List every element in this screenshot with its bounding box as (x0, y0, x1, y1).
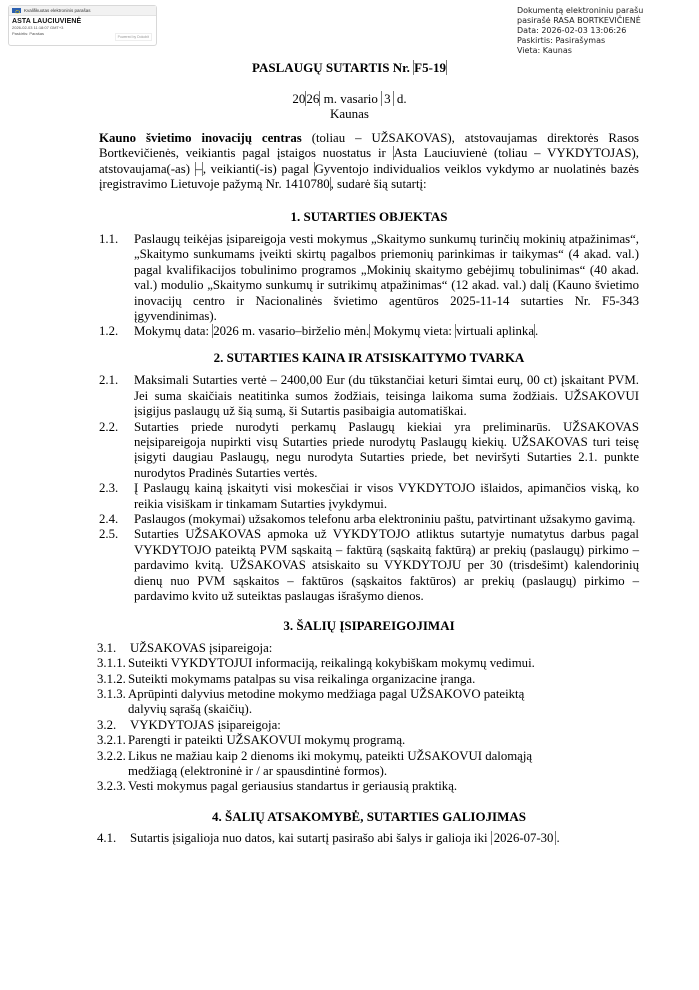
clause-end: . (535, 324, 539, 339)
clause-4-1 (99, 831, 639, 846)
section-3-heading: 3. ŠALIŲ ĮSIPAREIGOJIMAI (283, 618, 455, 634)
clause-text: Į Paslaugų kainą įskaityti visi mokesčiai ir visos VYKDYTOJO išlaidos, apimančios viską, ko reikia visiškam ir tinkamam Sutarties įvykdymui. (134, 481, 639, 511)
clause-3-1-2 (99, 672, 639, 687)
clause-text: Aprūpinti dalyvius metodine mokymo medžiaga pagal UŽSAKOVO pateiktą dalyvių sąrašą (skaičių). (128, 687, 525, 717)
clause-number: 3.2.2. (97, 748, 126, 763)
clause-label: Mokymų data: (134, 324, 213, 339)
clause-3-2-2 (99, 749, 639, 780)
signer-name: ASTA LAUCIUVIENĖ (12, 18, 82, 25)
signature-type-label: Kvalifikuotas elektroninis parašas (24, 8, 91, 13)
clause-2-2 (99, 420, 639, 482)
powered-by-link[interactable]: Powered by Dokobit (115, 33, 152, 41)
valid-until-field[interactable]: 2026-07-30 (491, 831, 557, 845)
clause-text: Suteikti VYKDYTOJUI informaciją, reikalingą kokybiškam mokymų vedimui. (128, 656, 535, 671)
clause-number: 2.3. (99, 481, 119, 496)
signature-timestamp: 2026-02-03 11:18:07 GMT+3 (12, 25, 64, 30)
intro-text: , veikianti(-is) pagal (202, 161, 314, 176)
clause-number: 3.1.2. (97, 671, 126, 686)
representative-field[interactable]: – (195, 161, 202, 176)
clause-text: Sutarties UŽSAKOVAS apmoka už VYKDYTOJO atliktus sutartyje numatytus darbus pagal VYKDYTOJO pateiktą PVM sąskaitą – faktūrą (sąskaitą faktūrą) ar prekių (paslaugų) pirkimo – pardavimo kvitą. UŽSAKOVAS atsiskaito su VYKDYTOJU per 30 (trisdešimt) kalendorinių dienų nuo PVM sąskaitos – faktūros (sąskaitos faktūros) ar prekių (paslaugų) pirkimo – pardavimo kvito už suteiktas paslaugas išrašymo dienos. (134, 527, 639, 603)
clause-text: UŽSAKOVAS įsipareigoja: (130, 640, 273, 655)
clause-text: Maksimali Sutarties vertė – 2400,00 Eur (du tūkstančiai keturi šimtai eurų, 00 ct) įskaitant PVM. Jei suma skaičiais neatitinka sumos žodžiais, teisinga laikoma suma žodžiais. UŽSAKOVUI įsigijus paslaugų už šią sumą, ši Sutartis pasibaigia automatiškai. (134, 373, 639, 419)
clause-2-1 (99, 373, 639, 419)
clause-number: 3.2.3. (97, 779, 126, 794)
document-title (0, 60, 699, 76)
esign-signer: pasirašė RASA BORTKEVIČIENĖ (517, 16, 641, 25)
clause-2-5 (99, 527, 639, 604)
esign-stamp (517, 6, 643, 56)
clause-2-3 (99, 481, 639, 512)
city: Kaunas (330, 106, 369, 121)
clause-number: 3.1.3. (97, 687, 126, 701)
intro-text: , sudarė šią sutartį: (330, 177, 427, 192)
contract-number-field[interactable]: F5-19 (414, 60, 446, 75)
clause-text: Paslaugos (mokymai) užsakomos telefonu arba elektroniniu paštu, patvirtinant užsakymo gavimą. (134, 511, 636, 526)
clause-number: 4.1. (97, 831, 117, 846)
esign-place: Vieta: Kaunas (517, 46, 572, 55)
clause-number: 1.2. (99, 324, 119, 339)
signature-purpose: Paskirtis: Parašas (12, 31, 45, 36)
section-1-heading: 1. SUTARTIES OBJEKTAS (290, 208, 448, 224)
clause-number: 2.1. (99, 373, 119, 388)
eu-flag-icon (12, 8, 21, 13)
clause-number: 2.4. (99, 511, 119, 526)
intro-paragraph (99, 131, 639, 193)
clause-text: Parengti ir pateikti UŽSAKOVUI mokymų programą. (128, 733, 406, 748)
esign-purpose: Paskirtis: Pasirašymas (517, 36, 606, 45)
date-day-field[interactable]: 3 (381, 91, 394, 106)
clause-number: 3.1.1. (97, 656, 126, 671)
date-year-prefix: 20 (292, 91, 306, 106)
clause-1-2 (99, 324, 639, 339)
signature-badge[interactable] (8, 5, 157, 46)
clause-number: 3.1. (97, 640, 117, 655)
training-location-field[interactable]: virtuali aplinka (456, 324, 534, 339)
clause-1-1 (99, 232, 639, 324)
training-date-field[interactable]: 2026 m. vasario–birželio mėn. (213, 324, 370, 339)
contract-body (99, 131, 639, 847)
clause-number: 3.2.1. (97, 733, 126, 748)
signature-badge-header (9, 6, 156, 16)
clause-number: 3.2. (97, 717, 117, 732)
clause-text: Paslaugų teikėjas įsipareigoja vesti mokymus „Skaitymo sunkumų turinčių mokinių atpažinimas“, „Skaitymo sunkumams įveikti skirtų pagalbos priemonių parinkimas ir taikymas“ (4 akad. val.) pagal kvalifikacijos tobulinimo programos „Mokinių skaitymo gebėjimų tobulinimas“ (40 akad. val.) modulio „Skaitymo sunkumų ir sutrikimų atpažinimas“ (12 akad. val.) dalį (Kauno švietimo inovacijų centro ir Nacionalinės švietimo agentūros 2025-11-14 sutarties Nr. F5-343 įgyvendinimas). (134, 232, 639, 324)
customer-name: Kauno švietimo inovacijų centras (99, 131, 302, 145)
esign-date: Data: 2026-02-03 13:06:26 (517, 26, 627, 35)
clause-end: . (556, 831, 560, 846)
clause-3-1-1 (99, 656, 639, 671)
title-prefix: PASLAUGŲ SUTARTIS Nr. (252, 60, 410, 75)
date-month: m. vasario (320, 91, 382, 106)
date-suffix: d. (393, 91, 407, 106)
esign-line: Dokumentą elektroniniu parašu (517, 6, 644, 15)
clause-3-2 (99, 718, 639, 733)
clause-text: Sutartis įsigalioja nuo datos, kai sutartį pasirašo abi šalys ir galioja iki (130, 831, 491, 846)
clause-3-1-3 (99, 687, 639, 718)
section-4-heading: 4. ŠALIŲ ATSAKOMYBĖ, SUTARTIES GALIOJIMAS (211, 808, 527, 824)
intro-text: (toliau – VYKDYTOJAS), atstovaujama(-as) (99, 146, 639, 176)
basis-field[interactable]: Gyventojo individualios veiklos vykdymo ar nuolatinės bazės įregistravimo Lietuvoje pažymą Nr. 1410780 (99, 161, 639, 192)
section-2-heading: 2. SUTARTIES KAINA IR ATSISKAITYMO TVARKA (213, 349, 525, 365)
clause-label: Mokymų vieta: (370, 324, 456, 339)
clause-number: 1.1. (99, 232, 119, 247)
clause-number: 2.5. (99, 527, 119, 542)
clause-3-2-1 (99, 733, 639, 748)
clause-2-4 (99, 512, 639, 527)
clause-text: Vesti mokymus pagal geriausius standartus ir geriausią praktiką. (128, 779, 458, 794)
date-and-place (0, 91, 699, 121)
clause-text: Likus ne mažiau kaip 2 dienoms iki mokymų, pateikti UŽSAKOVUI dalomąją medžiagą (elektroninė ir / ar spausdintinė formos). (128, 748, 533, 779)
clause-text: VYKDYTOJAS įsipareigoja: (130, 717, 281, 732)
clause-number: 2.2. (99, 419, 119, 434)
clause-3-1 (99, 641, 639, 656)
intro-text: (toliau – UŽSAKOVAS), atstovaujamas direktorės Rasos Bortkevičienės, veikiantis pagal įstaigos nuostatus ir (99, 131, 639, 161)
contractor-name-field[interactable]: Asta Lauciuvienė (393, 146, 488, 161)
clause-text: Sutarties priede nurodyti perkamų Paslaugų kiekiai yra preliminarūs. UŽSAKOVAS neįsipareigoja nupirkti visų Sutarties priede nurodytų Paslaugų kiekių. UŽSAKOVAS turi teisę įsigyti daugiau Paslaugų, negu nurodyta Sutarties priede, bet neviršyti Sutarties 2.1. punkte nurodytos Pradinės Sutarties vertės. (134, 419, 639, 480)
date-year-field[interactable]: 26 (306, 91, 320, 106)
clause-text: Suteikti mokymams patalpas su visa reikalinga organizacine įranga. (128, 671, 476, 686)
clause-3-2-3 (99, 779, 639, 794)
